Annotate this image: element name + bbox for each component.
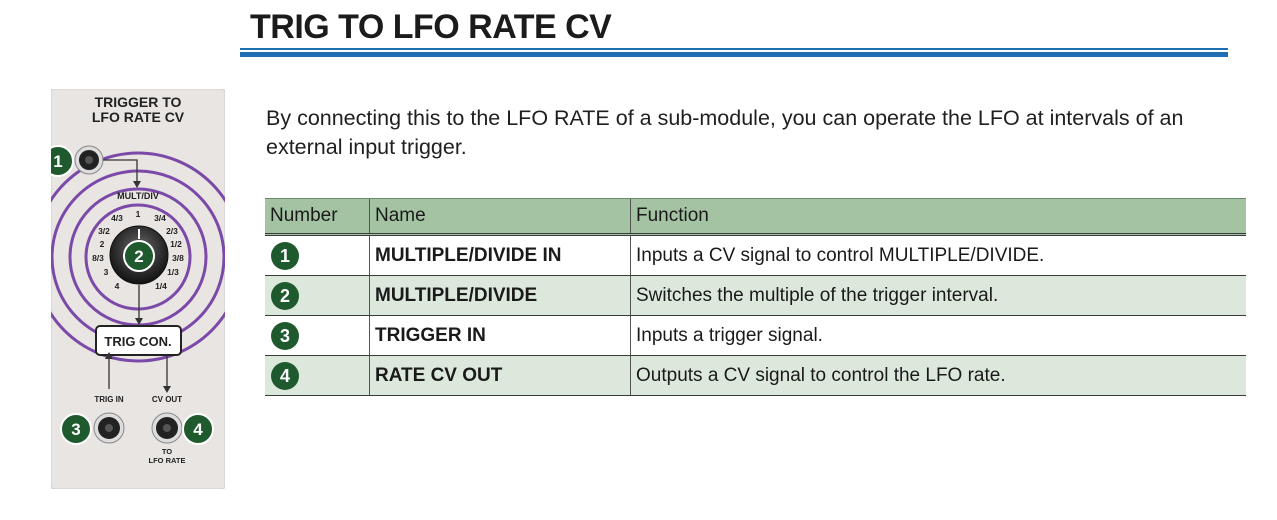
cell-function: Outputs a CV signal to control the LFO rate.	[631, 356, 1247, 396]
number-badge: 2	[271, 282, 299, 310]
number-badge: 1	[271, 242, 299, 270]
cell-number	[265, 235, 370, 276]
callout-badge-4-text: 4	[193, 420, 203, 439]
cell-function: Switches the multiple of the trigger interval.	[631, 276, 1247, 316]
header-name: Name	[370, 199, 631, 235]
scale-label: 4	[114, 281, 120, 291]
scale-label: 3/8	[172, 253, 184, 263]
cell-function: Inputs a CV signal to control MULTIPLE/DIVIDE.	[631, 235, 1247, 276]
jack-cv-out-hole	[163, 424, 171, 432]
header-number: Number	[265, 199, 370, 235]
table-row	[265, 356, 1246, 396]
table-row	[265, 276, 1246, 316]
number-badge: 3	[271, 322, 299, 350]
jack-mult-div-in-hole	[85, 156, 93, 164]
jack-trig-in-hole	[105, 424, 113, 432]
scale-label: 3	[103, 267, 109, 277]
description-text: By connecting this to the LFO RATE of a sub-module, you can operate the LFO at intervals of an external input trigger.	[266, 106, 1184, 159]
scale-label: 2	[99, 239, 105, 249]
page-title: TRIG TO LFO RATE CV	[250, 8, 612, 46]
cell-name: MULTIPLE/DIVIDE IN	[370, 235, 631, 276]
table-row	[265, 316, 1246, 356]
scale-label: 4/3	[111, 213, 123, 223]
scale-label: 1/2	[170, 239, 182, 249]
panel-header-line1: TRIGGER TO	[94, 94, 182, 110]
scale-label: 1	[135, 209, 141, 219]
title-rule-thin	[240, 48, 1228, 50]
title-rule-thick	[240, 52, 1228, 57]
callout-badge-2-text: 2	[134, 247, 144, 266]
table-header-row	[265, 199, 1246, 235]
cell-name: RATE CV OUT	[370, 356, 631, 396]
panel-header-line2: LFO RATE CV	[91, 109, 185, 125]
cell-name: MULTIPLE/DIVIDE	[370, 276, 631, 316]
cell-function: Inputs a trigger signal.	[631, 316, 1247, 356]
scale-label: 3/2	[98, 226, 110, 236]
jack-cv-out-label: CV OUT	[151, 395, 183, 404]
trig-con-label: TRIG CON.	[104, 334, 172, 349]
scale-label: 3/4	[154, 213, 166, 223]
table-row	[265, 235, 1246, 276]
module-panel-svg	[51, 89, 225, 489]
knob-label: MULT/DIV	[117, 191, 159, 201]
callout-badge-1-text: 1	[53, 152, 63, 171]
function-table	[265, 198, 1246, 396]
scale-label: 1/3	[167, 267, 179, 277]
cell-number	[265, 276, 370, 316]
module-panel-illustration	[51, 89, 225, 489]
jack-cv-out-sub1: TO	[161, 447, 173, 456]
jack-trig-in-label: TRIG IN	[94, 395, 124, 404]
cell-name: TRIGGER IN	[370, 316, 631, 356]
scale-label: 2/3	[166, 226, 178, 236]
title-rule	[240, 48, 1228, 57]
callout-badge-3-text: 3	[71, 420, 81, 439]
scale-label: 8/3	[92, 253, 104, 263]
cell-number	[265, 316, 370, 356]
header-function: Function	[631, 199, 1247, 235]
cell-number	[265, 356, 370, 396]
number-badge: 4	[271, 362, 299, 390]
jack-cv-out-sub2: LFO RATE	[148, 456, 186, 465]
scale-label: 1/4	[155, 281, 167, 291]
